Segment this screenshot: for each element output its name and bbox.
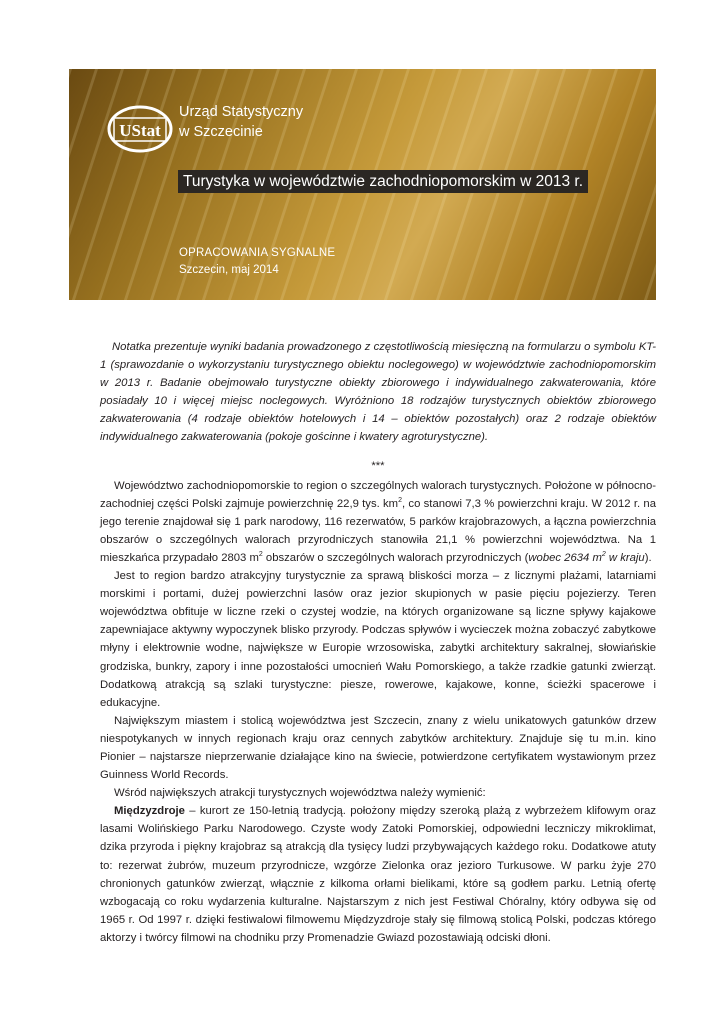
office-name bbox=[179, 102, 303, 142]
p1-sup-3: 2 bbox=[601, 551, 606, 559]
p1-text-a: Województwo zachodniopomorskie to region o szczególnych walorach turystycznych. Położone w północno-zachodniej części Polski zajmuje powierzchnię 22,9 tys. km bbox=[100, 479, 656, 510]
paragraph-region bbox=[100, 477, 656, 567]
paragraph-miedzyzdroje bbox=[100, 802, 656, 947]
document-title: Turystyka w województwie zachodniopomorskim w 2013 r. bbox=[178, 170, 588, 193]
svg-text:UStat: UStat bbox=[119, 121, 161, 140]
abstract: Notatka prezentuje wyniki badania prowadzonego z częstotliwością miesięczną na formularzu o symbolu KT-1 (sprawozdanie o wykorzystaniu turystycznego obiektu noclegowego) w województwie zachodniopomorskim w 2013 r. Badanie obejmowało turystyczne obiekty zbiorowego i indywidualnego zakwaterowania, które posiadały 10 i więcej miejsc noclegowych. Wyróżniono 18 rodzajów turystycznych obiektów zbiorowego zakwaterowania (4 rodzaje obiektów hotelowych i 14 – obiektów pozostałych) oraz 2 rodzaje obiektów indywidualnego zakwaterowania (pokoje gościnne i kwatery agroturystyczne). bbox=[100, 341, 656, 444]
section-separator: *** bbox=[371, 459, 385, 472]
place-date: Szczecin, maj 2014 bbox=[179, 264, 279, 276]
miedzyzdroje-name: Międzyzdroje bbox=[114, 805, 185, 818]
paragraph-list-intro: Wśród największych atrakcji turystycznych województwa należy wymienić: bbox=[114, 787, 486, 800]
p1-italic-2: w kraju bbox=[605, 551, 645, 564]
paragraph-szczecin: Największym miastem i stolicą województwa jest Szczecin, znany z wielu unikatowych gatunków drzew niespotykanych w innych regionach kraju oraz cennych zabytków architektury. Znajduje się tu m.in. kino Pionier – najstarsze nieprzerwanie działające kino na świecie, potwierdzone certyfikatem wystawionym przez Guinness World Records. bbox=[100, 714, 656, 782]
header-banner bbox=[69, 69, 656, 300]
p1-text-d: ). bbox=[644, 551, 652, 564]
document-body bbox=[100, 338, 656, 947]
series-label: OPRACOWANIA SYGNALNE bbox=[179, 247, 336, 259]
office-line-1: Urząd Statystyczny bbox=[179, 104, 304, 120]
ustat-logo bbox=[105, 103, 175, 155]
paragraph-attractions: Jest to region bardzo atrakcyjny turystycznie za sprawą bliskości morza – z licznymi plażami, latarniami morskimi i portami, dużej powierzchni lasów oraz jezior skupionych w pasie pięciu pojezierzy. Teren województwa obfituje w liczne rzeki o czystej wodzie, na których organizowane są liczne spływy kajakowe zapewniajace aktywny wypoczynek blisko przyrody. Podczas spływów i wycieczek można zobaczyć zabytkowe młyny i elektrownie wodne, największe w Europie wrzosowiska, zabytki architektury sakralnej, słowiańskie grodziska, bunkry, zapory i inne pozostałości umocnień Wału Pomorskiego, a także rzadkie gatunki zwierząt. Dodatkową atrakcją są szlaki turystyczne: piesze, rowerowe, kajakowe, konne, ścieżki spacerowe i edukacyjne. bbox=[100, 570, 656, 709]
p1-text-c: obszarów o szczególnych walorach przyrodniczych ( bbox=[262, 551, 529, 564]
p1-text-b: , co stanowi 7,3 % powierzchni kraju. W 2012 r. na jego terenie znajdował się 1 park narodowy, 116 rezerwatów, 5 parków krajobrazowych, a łączna powierzchnia obszarów o szczególnych walorach przyrodniczych stanowiła 21,1 % powierzchni województwa. Na 1 mieszkańca przypadało 2803 m bbox=[100, 497, 656, 564]
p1-italic: wobec 2634 m bbox=[528, 551, 602, 564]
miedzyzdroje-text: – kurort ze 150-letnią tradycją. położony między szeroką plażą z wybrzeżem klifowym oraz lasami Wolińskiego Parku Narodowego. Czyste wody Zatoki Pomorskiej, odpowiedni leczniczy mikroklimat, dzika przyroda i piękny krajobraz są atrakcją dla tysięcy ludzi przybywających każdego roku. Dodatkowe atuty to: rezerwat żubrów, muzeum przyrodnicze, wzgórze Zielonka oraz jezioro Turkusowe. W parku żyje 270 chronionych gatunków zwierząt, włącznie z kilkoma orłami bielikami, które są godłem parku. Letnią ofertę wzbogacają co roku wydarzenia kulturalne. Najstarszym z nich jest Festiwal Chóralny, który odbywa się od 1965 r. Od 1997 r. dzięki festiwalowi filmowemu Międzyzdroje stały się filmową stolicą Polski, podczas którego aktorzy i twórcy filmowi na chodniku przy Promenadzie Gwiazd pozostawiają odciski dłoni. bbox=[100, 805, 656, 944]
p1-sup-2: 2 bbox=[258, 551, 263, 559]
office-line-2: w Szczecinie bbox=[179, 124, 263, 140]
p1-sup-1: 2 bbox=[398, 496, 402, 504]
